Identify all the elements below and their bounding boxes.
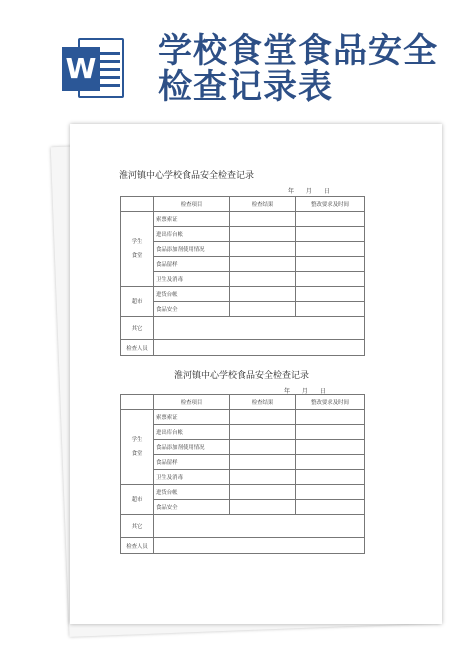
table-row-inspector [121,538,365,554]
category-canteen-line2: 食堂 [131,253,143,259]
item-label: 进货台帐 [154,485,230,500]
rectify-cell[interactable] [296,212,365,227]
result-cell[interactable] [230,470,296,485]
item-label: 食品留样 [154,257,230,272]
table-row [121,425,365,440]
other-cell[interactable] [154,317,365,340]
result-cell[interactable] [230,425,296,440]
category-canteen-line1: 学生 [131,239,143,245]
item-label: 索票索证 [154,212,230,227]
table-row-inspector [121,340,365,356]
item-label: 食品安全 [154,302,230,317]
table-row [121,257,365,272]
category-canteen [121,212,154,287]
rectify-cell[interactable] [296,302,365,317]
rectify-cell[interactable] [296,500,365,515]
table-row [121,302,365,317]
result-cell[interactable] [230,287,296,302]
item-label: 索票索证 [154,410,230,425]
result-cell[interactable] [230,242,296,257]
item-label: 卫生及消毒 [154,470,230,485]
rectify-cell[interactable] [296,455,365,470]
table-row [121,287,365,302]
table-row [121,272,365,287]
rectify-cell[interactable] [296,257,365,272]
rectify-cell[interactable] [296,440,365,455]
table-row [121,455,365,470]
item-label: 进货台帐 [154,287,230,302]
category-canteen [121,410,154,485]
rectify-cell[interactable] [296,272,365,287]
document-page [70,124,442,624]
item-label: 食品添加剂使用情况 [154,242,230,257]
header-rectify: 整改要求及时间 [296,197,365,212]
result-cell[interactable] [230,257,296,272]
other-label: 其它 [121,515,154,538]
rectify-cell[interactable] [296,410,365,425]
result-cell[interactable] [230,212,296,227]
inspector-label: 检查人员 [121,340,154,356]
other-label: 其它 [121,317,154,340]
category-canteen-line1: 学生 [131,437,143,443]
result-cell[interactable] [230,410,296,425]
inspector-cell[interactable] [154,538,365,554]
result-cell[interactable] [230,302,296,317]
result-cell[interactable] [230,227,296,242]
table-row [121,440,365,455]
form-date: 年 月 日 [284,388,326,395]
result-cell[interactable] [230,500,296,515]
inspection-table [120,394,365,554]
result-cell[interactable] [230,272,296,287]
rectify-cell[interactable] [296,425,365,440]
header-blank [121,395,154,410]
rectify-cell[interactable] [296,227,365,242]
inspector-label: 检查人员 [121,538,154,554]
category-canteen-line2: 食堂 [131,451,143,457]
banner-title-line1: 学校食堂食品安全 [158,31,438,71]
rectify-cell[interactable] [296,242,365,257]
result-cell[interactable] [230,440,296,455]
item-label: 进出库台帐 [154,425,230,440]
form-title: 淮河镇中心学校食品安全检查记录 [174,371,310,381]
word-document-icon [62,38,126,100]
table-header-row [121,197,365,212]
item-label: 进出库台帐 [154,227,230,242]
result-cell[interactable] [230,455,296,470]
header-item: 检查项目 [154,197,230,212]
item-label: 食品添加剂使用情况 [154,440,230,455]
table-header-row [121,395,365,410]
category-supermarket: 超市 [121,485,154,515]
item-label: 食品留样 [154,455,230,470]
category-supermarket: 超市 [121,287,154,317]
table-row [121,485,365,500]
table-row [121,212,365,227]
table-row-other [121,317,365,340]
header-result: 检查结果 [230,395,296,410]
table-row [121,470,365,485]
form-date: 年 月 日 [288,188,330,195]
inspection-table [120,196,365,356]
item-label: 卫生及消毒 [154,272,230,287]
word-logo-letter: W [62,47,100,91]
header-result: 检查结果 [230,197,296,212]
header-item: 检查项目 [154,395,230,410]
table-row [121,227,365,242]
rectify-cell[interactable] [296,287,365,302]
table-row-other [121,515,365,538]
result-cell[interactable] [230,485,296,500]
table-row [121,242,365,257]
table-row [121,410,365,425]
header-banner [0,0,474,110]
other-cell[interactable] [154,515,365,538]
header-blank [121,197,154,212]
rectify-cell[interactable] [296,485,365,500]
table-row [121,500,365,515]
rectify-cell[interactable] [296,470,365,485]
form-title: 淮河镇中心学校食品安全检查记录 [119,171,255,181]
header-rectify: 整改要求及时间 [296,395,365,410]
inspector-cell[interactable] [154,340,365,356]
banner-title-line2: 检查记录表 [158,67,333,107]
item-label: 食品安全 [154,500,230,515]
